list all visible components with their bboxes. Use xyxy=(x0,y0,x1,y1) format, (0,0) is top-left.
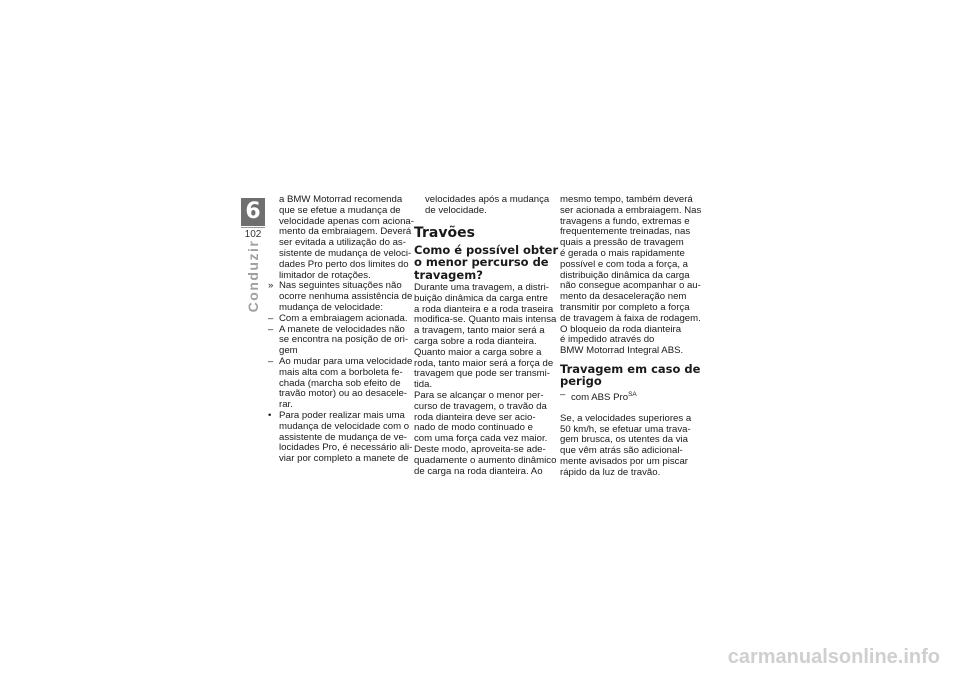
text-line: assistente de mudança de ve- xyxy=(279,431,407,443)
text-line: nado de modo continuado e xyxy=(414,422,533,434)
option-dash-marker: – xyxy=(560,388,566,400)
text-line: com uma força cada vez maior. xyxy=(414,433,548,445)
arrow-marker: » xyxy=(268,280,274,292)
text-line: mesmo tempo, também deverá xyxy=(560,194,693,205)
text-line: mais alta com a borboleta fe- xyxy=(279,366,403,378)
text-line: dades Pro perto dos limites do xyxy=(279,258,409,270)
braking-paragraph xyxy=(414,283,556,477)
option-item-abs-pro xyxy=(560,390,705,404)
text-line: mento da desaceleração nem xyxy=(560,291,687,303)
text-line: transmitir por completo a força xyxy=(560,301,690,313)
text-line: ser acionada a embraiagem. Nas xyxy=(560,204,702,216)
text-line: o menor percurso de xyxy=(414,255,549,270)
text-line: a BMW Motorrad recomenda xyxy=(279,194,403,205)
text-line: a travagem, tanto maior será a xyxy=(414,325,545,337)
text-line: travagem? xyxy=(414,267,483,282)
text-line: carga sobre a roda dianteira. xyxy=(414,336,537,348)
text-line: viar por completo a manete de xyxy=(279,453,409,465)
text-line: Com a embraiagem acionada. xyxy=(279,312,408,324)
text-line: que vêm atrás são adicional- xyxy=(560,445,683,457)
dash-item-1-text xyxy=(279,314,411,325)
subheading-shortest-braking xyxy=(414,242,559,282)
text-line: Travagem em caso de xyxy=(560,361,701,376)
text-line: de velocidade. xyxy=(425,204,487,216)
text-line: perigo xyxy=(560,374,602,389)
text-line: gem xyxy=(279,345,298,357)
text-line: possível e com toda a força, a xyxy=(560,258,688,270)
subheading-emergency-braking xyxy=(560,363,705,388)
text-line: mudança de velocidade com o xyxy=(279,420,410,432)
chapter-number-tab: 6 xyxy=(241,198,265,226)
text-line: quadamente o aumento dinâmico xyxy=(414,454,557,466)
dash-item-2 xyxy=(268,325,411,357)
dash-marker-3: – xyxy=(268,355,274,367)
text-line: que se efetue a mudança de xyxy=(279,204,401,216)
text-line: Quanto maior a carga sobre a xyxy=(414,346,542,358)
text-line: gem brusca, os utentes da via xyxy=(560,434,688,446)
text-line: não consegue acompanhar o au- xyxy=(560,280,701,292)
page-number: 102 xyxy=(241,227,265,240)
text-line: frequentemente treinadas, nas xyxy=(560,226,691,238)
option-superscript: SA xyxy=(628,390,637,398)
text-column-1 xyxy=(268,194,414,465)
chapter-title-vertical: Conduzir xyxy=(245,239,261,313)
text-line: de carga na roda dianteira. Ao xyxy=(414,465,543,477)
text-line: travagens a fundo, extremas e xyxy=(560,215,690,227)
text-line: Nas seguintes situações não xyxy=(279,280,402,292)
text-line: roda dianteira deve ser acio- xyxy=(414,411,536,423)
text-column-3 xyxy=(560,195,705,479)
text-line: locidades Pro, é necessário ali- xyxy=(279,442,413,454)
text-line: mudança de velocidade: xyxy=(279,301,384,313)
watermark: carmanualsonline.info xyxy=(727,646,940,668)
section-heading-brakes: Travões xyxy=(414,224,475,241)
text-line: BMW Motorrad Integral ABS. xyxy=(560,345,684,357)
text-line: travão motor) ou ao desacele- xyxy=(279,388,407,400)
text-line: A manete de velocidades não xyxy=(279,323,405,335)
bullet-item xyxy=(268,411,411,465)
text-line: é gerada o mais rapidamente xyxy=(560,247,685,259)
text-line: tida. xyxy=(414,379,433,391)
text-line: ser evitada a utilização do as- xyxy=(279,237,406,249)
braking-paragraph-continued xyxy=(560,195,705,357)
dash-item-2-text xyxy=(279,325,411,357)
text-line: Ao mudar para uma velocidade xyxy=(279,355,413,367)
text-line: se encontra na posição de ori- xyxy=(279,334,409,346)
intro-paragraph xyxy=(268,194,414,281)
continued-paragraph xyxy=(414,195,556,217)
text-line: mente avisados por um piscar xyxy=(560,455,688,467)
text-line: Deste modo, aproveita-se ade- xyxy=(414,444,546,456)
text-line: Se, a velocidades superiores a xyxy=(560,412,692,424)
bullet-marker: • xyxy=(268,409,272,421)
text-column-2 xyxy=(414,194,559,477)
text-line: de travagem à faixa de rodagem. xyxy=(560,312,701,324)
text-line: quais a pressão de travagem xyxy=(560,237,684,249)
dash-item-1 xyxy=(268,314,411,325)
text-line: Durante uma travagem, a distri- xyxy=(414,282,549,294)
text-line: roda, tanto maior será a força de xyxy=(414,357,554,369)
bullet-item-text xyxy=(279,411,411,465)
text-line: 50 km/h, se efetuar uma trava- xyxy=(560,423,691,435)
dash-item-3 xyxy=(268,357,411,411)
text-line: modifica-se. Quanto mais intensa xyxy=(414,314,557,326)
text-line: travagem que pode ser transmi- xyxy=(414,368,550,380)
text-line: mento da embraiagem. Deverá xyxy=(279,226,412,238)
text-line: Para se alcançar o menor per- xyxy=(414,390,544,402)
text-line: chada (marcha sob efeito de xyxy=(279,377,401,389)
text-line: rápido da luz de travão. xyxy=(560,466,661,478)
option-label: com ABS Pro xyxy=(571,391,629,403)
text-line: é impedido através do xyxy=(560,334,655,346)
text-line: buição dinâmica da carga entre xyxy=(414,292,548,304)
text-line: Para poder realizar mais uma xyxy=(279,409,405,421)
text-line: limitador de rotações. xyxy=(279,269,371,281)
dash-marker-2: – xyxy=(268,323,274,335)
text-line: velocidade apenas com aciona- xyxy=(279,215,414,227)
emergency-paragraph xyxy=(560,414,705,479)
text-line: curso de travagem, o travão da xyxy=(414,400,547,412)
arrow-item xyxy=(268,281,411,313)
dash-item-3-text xyxy=(279,357,411,411)
text-line: ocorre nenhuma assistência de xyxy=(279,291,413,303)
text-line: Como é possível obter xyxy=(414,242,559,257)
text-line: rar. xyxy=(279,399,293,411)
text-line: O bloqueio da roda dianteira xyxy=(560,323,682,335)
text-line: velocidades após a mudança xyxy=(425,194,550,205)
text-line: a roda dianteira e a roda traseira xyxy=(414,303,554,315)
text-line: sistente de mudança de veloci- xyxy=(279,247,412,259)
text-line: distribuição dinâmica da carga xyxy=(560,269,690,281)
arrow-item-text xyxy=(279,281,411,313)
dash-marker-1: – xyxy=(268,312,274,324)
